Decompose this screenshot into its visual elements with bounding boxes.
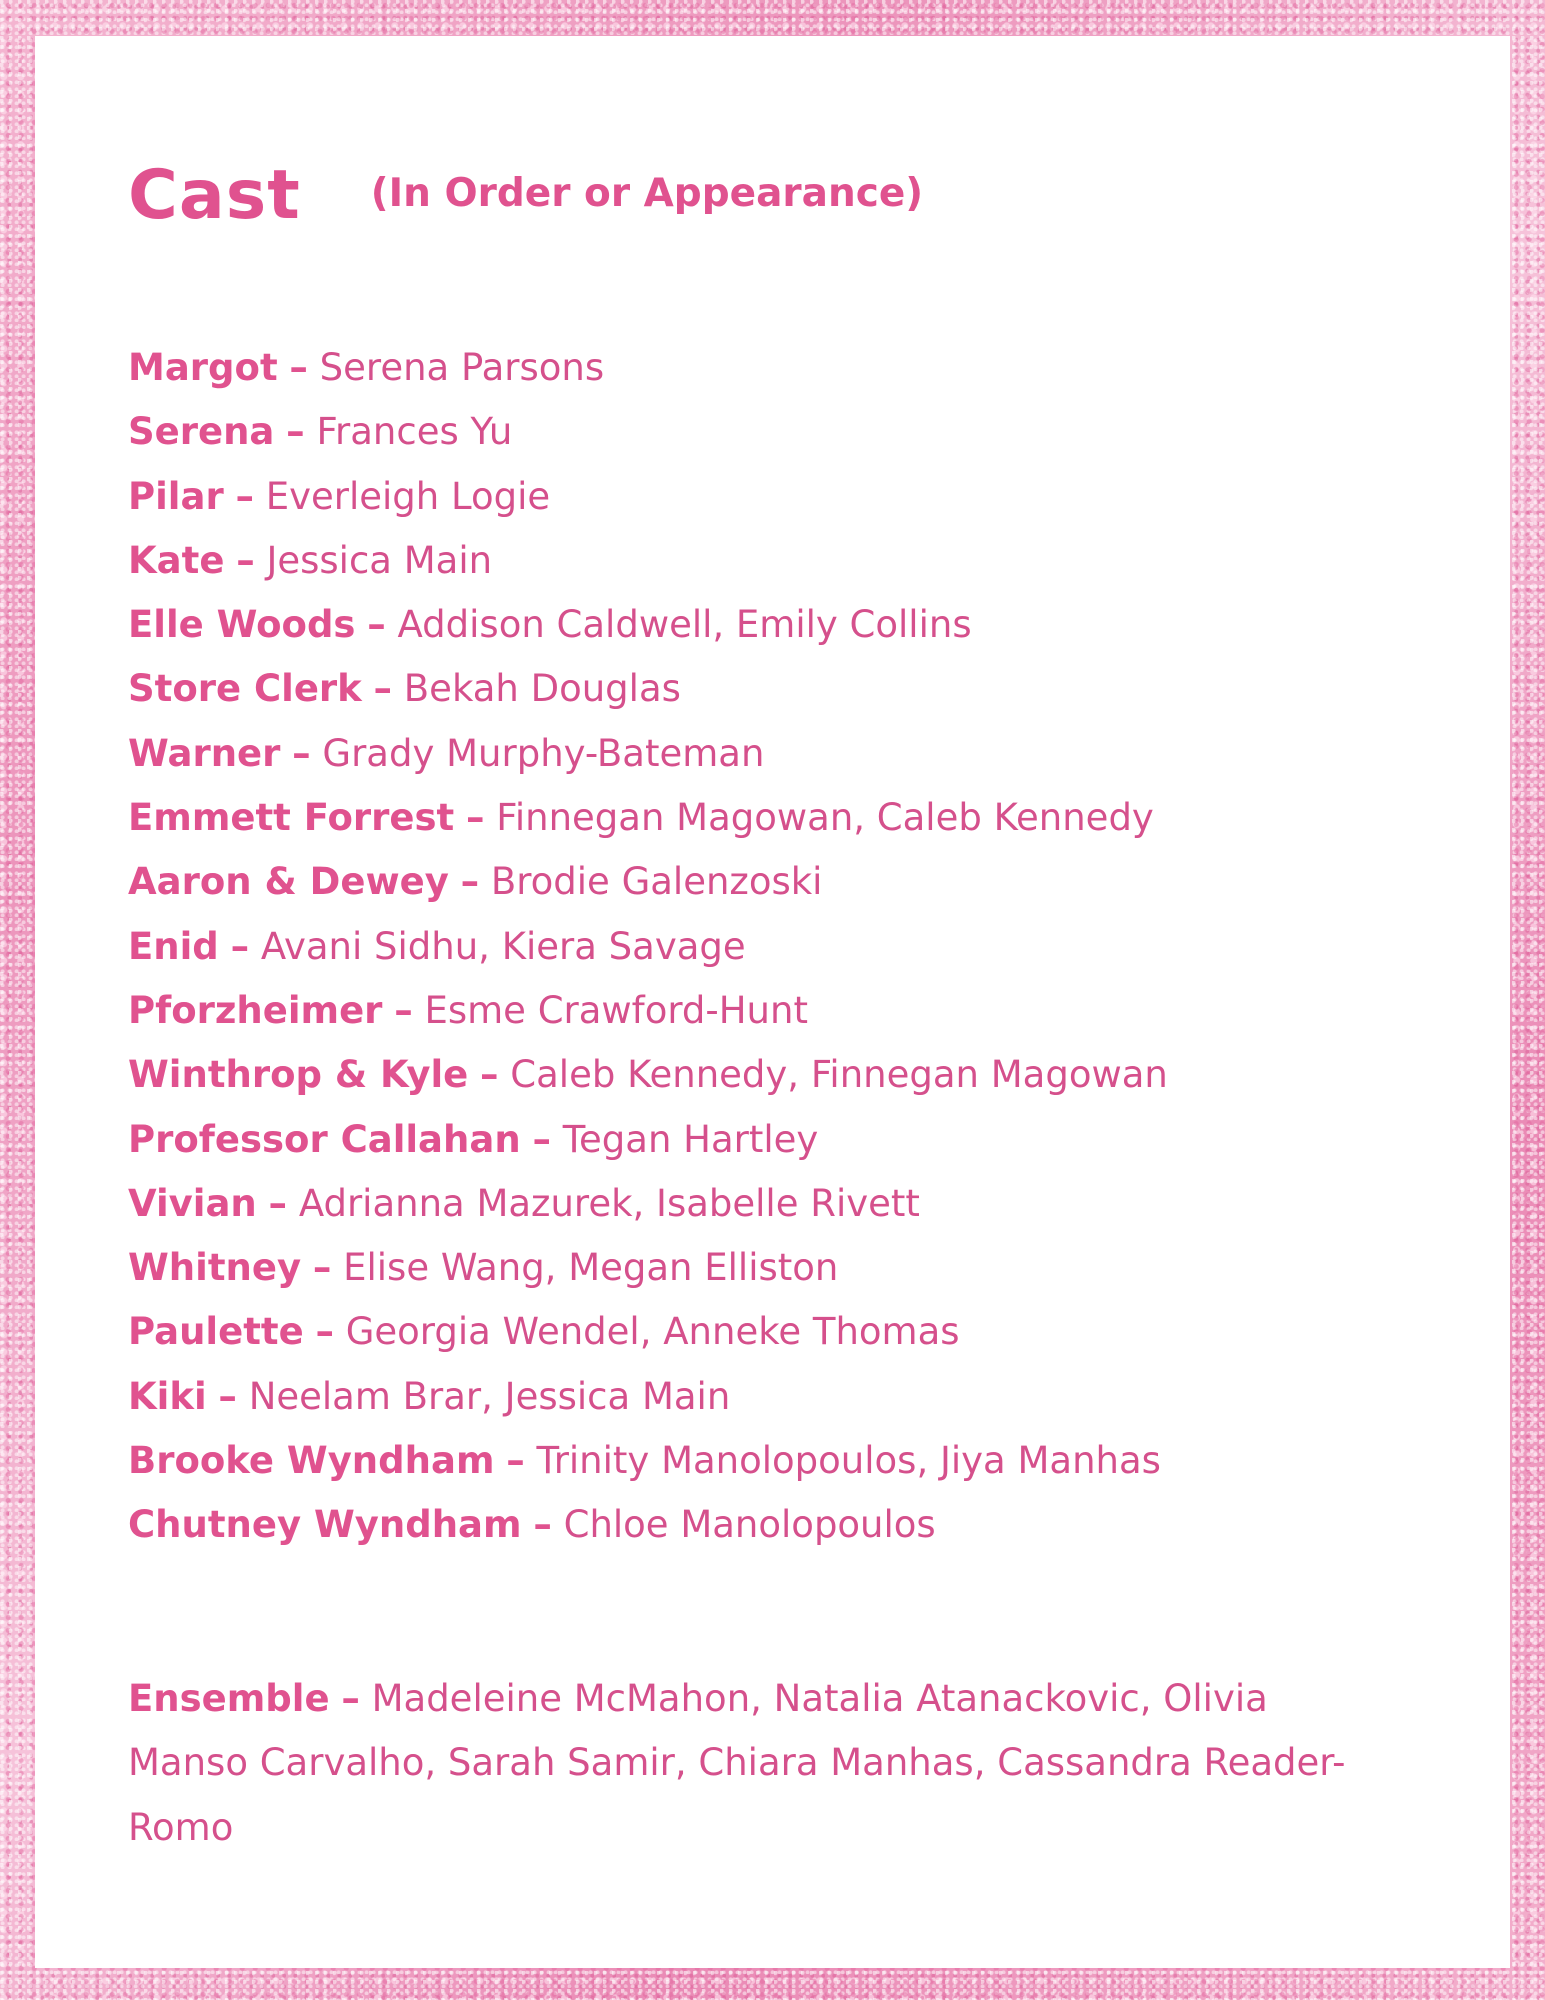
separator-dash: – bbox=[292, 731, 311, 775]
role-name: Kiki bbox=[128, 1374, 207, 1418]
role-name: Serena bbox=[128, 410, 275, 454]
cast-row bbox=[128, 722, 1428, 786]
cast-row bbox=[128, 1493, 1428, 1557]
actor-names: Trinity Manolopoulos, Jiya Manhas bbox=[536, 1439, 1161, 1483]
actor-names: Tegan Hartley bbox=[562, 1117, 819, 1161]
cast-row bbox=[128, 1236, 1428, 1300]
cast-row bbox=[128, 915, 1428, 979]
role-name: Brooke Wyndham bbox=[128, 1439, 495, 1483]
cast-row bbox=[128, 1300, 1428, 1364]
role-name: Pforzheimer bbox=[128, 988, 383, 1032]
role-name: Warner bbox=[128, 731, 281, 775]
actor-names: Everleigh Logie bbox=[265, 474, 551, 518]
role-name: Professor Callahan bbox=[128, 1117, 521, 1161]
role-name: Vivian bbox=[128, 1181, 257, 1225]
cast-row bbox=[128, 1429, 1428, 1493]
actor-names: Grady Murphy-Bateman bbox=[322, 731, 765, 775]
actor-names: Neelam Brar, Jessica Main bbox=[248, 1374, 731, 1418]
actor-names: Adrianna Mazurek, Isabelle Rivett bbox=[298, 1181, 920, 1225]
role-name: Aaron & Dewey bbox=[128, 860, 449, 904]
role-name: Margot bbox=[128, 346, 278, 389]
cast-row bbox=[128, 657, 1428, 721]
role-name: Emmett Forrest bbox=[128, 796, 455, 840]
separator-dash: – bbox=[235, 474, 254, 518]
cast-heading bbox=[128, 156, 923, 235]
ensemble-actors: Madeleine McMahon, Natalia Atanackovic, Olivia Manso Carvalho, Sarah Samir, Chiara Manhas, Cassandra Reader-Romo bbox=[128, 1677, 1346, 1849]
cast-row bbox=[128, 979, 1428, 1043]
cast-row bbox=[128, 786, 1428, 850]
actor-names: Finnegan Magowan, Caleb Kennedy bbox=[496, 796, 1154, 840]
role-name: Enid bbox=[128, 924, 219, 968]
separator-dash: – bbox=[506, 1439, 525, 1483]
separator-dash: – bbox=[460, 860, 480, 904]
ensemble-label: Ensemble bbox=[128, 1677, 330, 1720]
actor-names: Elise Wang, Megan Elliston bbox=[343, 1246, 839, 1290]
cast-row bbox=[128, 1172, 1428, 1236]
cast-row bbox=[128, 529, 1428, 593]
cast-row bbox=[128, 1108, 1428, 1172]
separator-dash: – bbox=[268, 1181, 288, 1225]
role-name: Winthrop & Kyle bbox=[128, 1053, 469, 1097]
role-name: Kate bbox=[128, 538, 225, 582]
actor-names: Georgia Wendel, Anneke Thomas bbox=[345, 1310, 960, 1354]
separator-dash: – bbox=[230, 924, 250, 968]
separator-dash: – bbox=[218, 1374, 237, 1418]
actor-names: Bekah Douglas bbox=[403, 667, 681, 711]
actor-names: Frances Yu bbox=[316, 410, 513, 454]
cast-row bbox=[128, 593, 1428, 657]
separator-dash: – bbox=[367, 603, 386, 647]
cast-page bbox=[35, 36, 1510, 1968]
actor-names: Caleb Kennedy, Finnegan Magowan bbox=[510, 1053, 1168, 1097]
role-name: Pilar bbox=[128, 474, 224, 518]
cast-title: Cast bbox=[128, 156, 301, 235]
actor-names: Addison Caldwell, Emily Collins bbox=[397, 603, 972, 647]
cast-row bbox=[128, 1365, 1428, 1429]
cast-row bbox=[128, 465, 1428, 529]
separator-dash: – bbox=[532, 1117, 551, 1161]
actor-names: Esme Crawford-Hunt bbox=[424, 988, 808, 1032]
actor-names: Serena Parsons bbox=[319, 346, 605, 389]
separator-dash: – bbox=[394, 988, 413, 1032]
separator-dash: – bbox=[341, 1677, 360, 1720]
cast-subtitle: (In Order or Appearance) bbox=[370, 171, 924, 216]
cast-row bbox=[128, 850, 1428, 914]
separator-dash: – bbox=[236, 538, 255, 582]
cast-row bbox=[128, 1043, 1428, 1107]
actor-names: Chloe Manolopoulos bbox=[563, 1503, 936, 1547]
cast-row bbox=[128, 336, 1428, 400]
role-name: Elle Woods bbox=[128, 603, 356, 647]
cast-list bbox=[128, 336, 1428, 1558]
separator-dash: – bbox=[373, 667, 393, 711]
separator-dash: – bbox=[480, 1053, 499, 1097]
separator-dash: – bbox=[533, 1503, 552, 1547]
actor-names: Brodie Galenzoski bbox=[490, 860, 823, 904]
separator-dash: – bbox=[466, 796, 485, 840]
role-name: Paulette bbox=[128, 1310, 304, 1354]
actor-names: Jessica Main bbox=[266, 538, 493, 582]
ensemble-paragraph bbox=[128, 1667, 1398, 1860]
separator-dash: – bbox=[315, 1310, 334, 1354]
separator-dash: – bbox=[289, 346, 308, 389]
separator-dash: – bbox=[312, 1246, 332, 1290]
role-name: Chutney Wyndham bbox=[128, 1503, 522, 1547]
role-name: Whitney bbox=[128, 1246, 302, 1290]
actor-names: Avani Sidhu, Kiera Savage bbox=[260, 924, 746, 968]
cast-row bbox=[128, 400, 1428, 464]
separator-dash: – bbox=[286, 410, 305, 454]
role-name: Store Clerk bbox=[128, 667, 362, 711]
